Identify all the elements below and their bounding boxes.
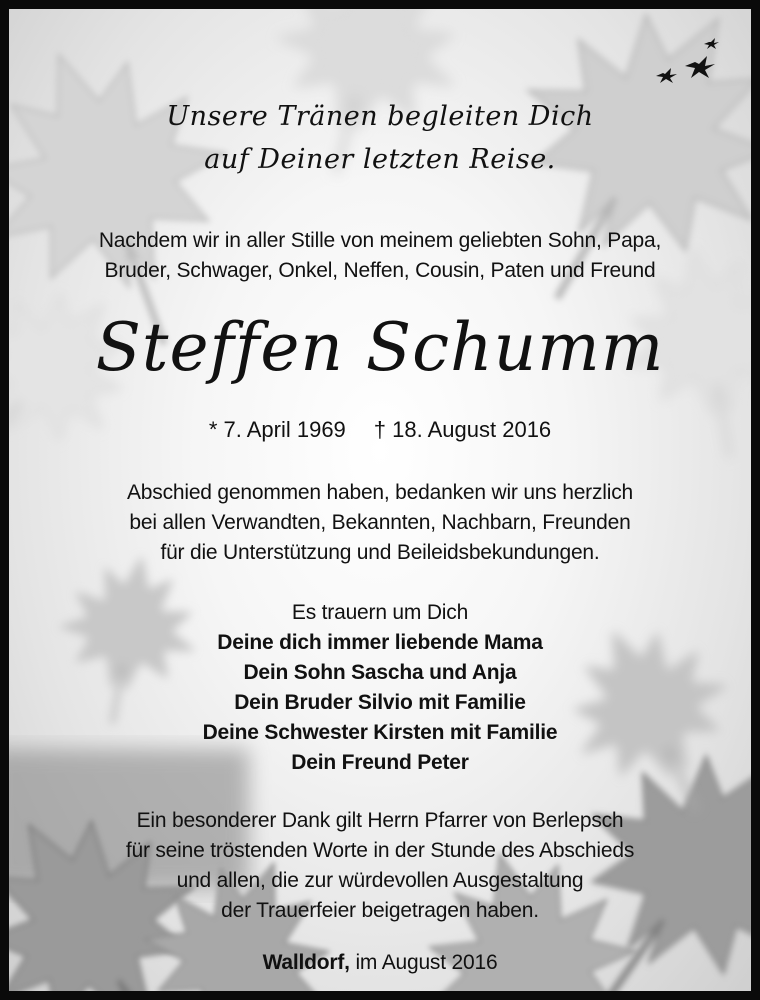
mourner-3: Dein Bruder Silvio mit Familie: [234, 691, 526, 714]
mourner-5: Dein Freund Peter: [291, 751, 469, 774]
date: im August 2016: [355, 951, 498, 974]
farewell-line-1: Abschied genommen haben, bedanken wir uns herzlich: [127, 481, 633, 504]
farewell-line-3: für die Unterstützung und Beileidsbekundungen.: [160, 541, 600, 564]
place: Walldorf,: [262, 951, 350, 974]
motto-line-2: auf Deiner letzten Reise.: [204, 144, 556, 175]
thanks-line-2: für seine tröstenden Worte in der Stunde des Abschieds: [125, 839, 635, 862]
intro-line-2: Bruder, Schwager, Onkel, Neffen, Cousin, Paten und Freund: [104, 259, 656, 282]
death-date: † 18. August 2016: [373, 417, 552, 442]
intro-line-1: Nachdem wir in aller Stille von meinem geliebten Sohn, Papa,: [98, 229, 662, 252]
mourner-1: Deine dich immer liebende Mama: [217, 631, 543, 654]
motto-line-1: Unsere Tränen begleiten Dich: [166, 101, 594, 132]
farewell-line-2: bei allen Verwandten, Bekannten, Nachbarn, Freunden: [129, 511, 631, 534]
life-dates: [9, 417, 751, 443]
mourner-2: Dein Sohn Sascha und Anja: [243, 661, 517, 684]
place-date: [9, 951, 751, 975]
thanks-line-3: und allen, die zur würdevollen Ausgestaltung: [176, 869, 584, 892]
thanks-line-1: Ein besonderer Dank gilt Herrn Pfarrer von Berlepsch: [136, 809, 624, 832]
deceased-name: Steffen Schumm: [95, 309, 665, 386]
thanks-line-4: der Trauerfeier beigetragen haben.: [221, 899, 539, 922]
obituary-text: [9, 9, 751, 991]
mourner-4: Deine Schwester Kirsten mit Familie: [202, 721, 558, 744]
mourners-intro: Es trauern um Dich: [291, 601, 469, 624]
birth-date: * 7. April 1969: [208, 417, 346, 442]
